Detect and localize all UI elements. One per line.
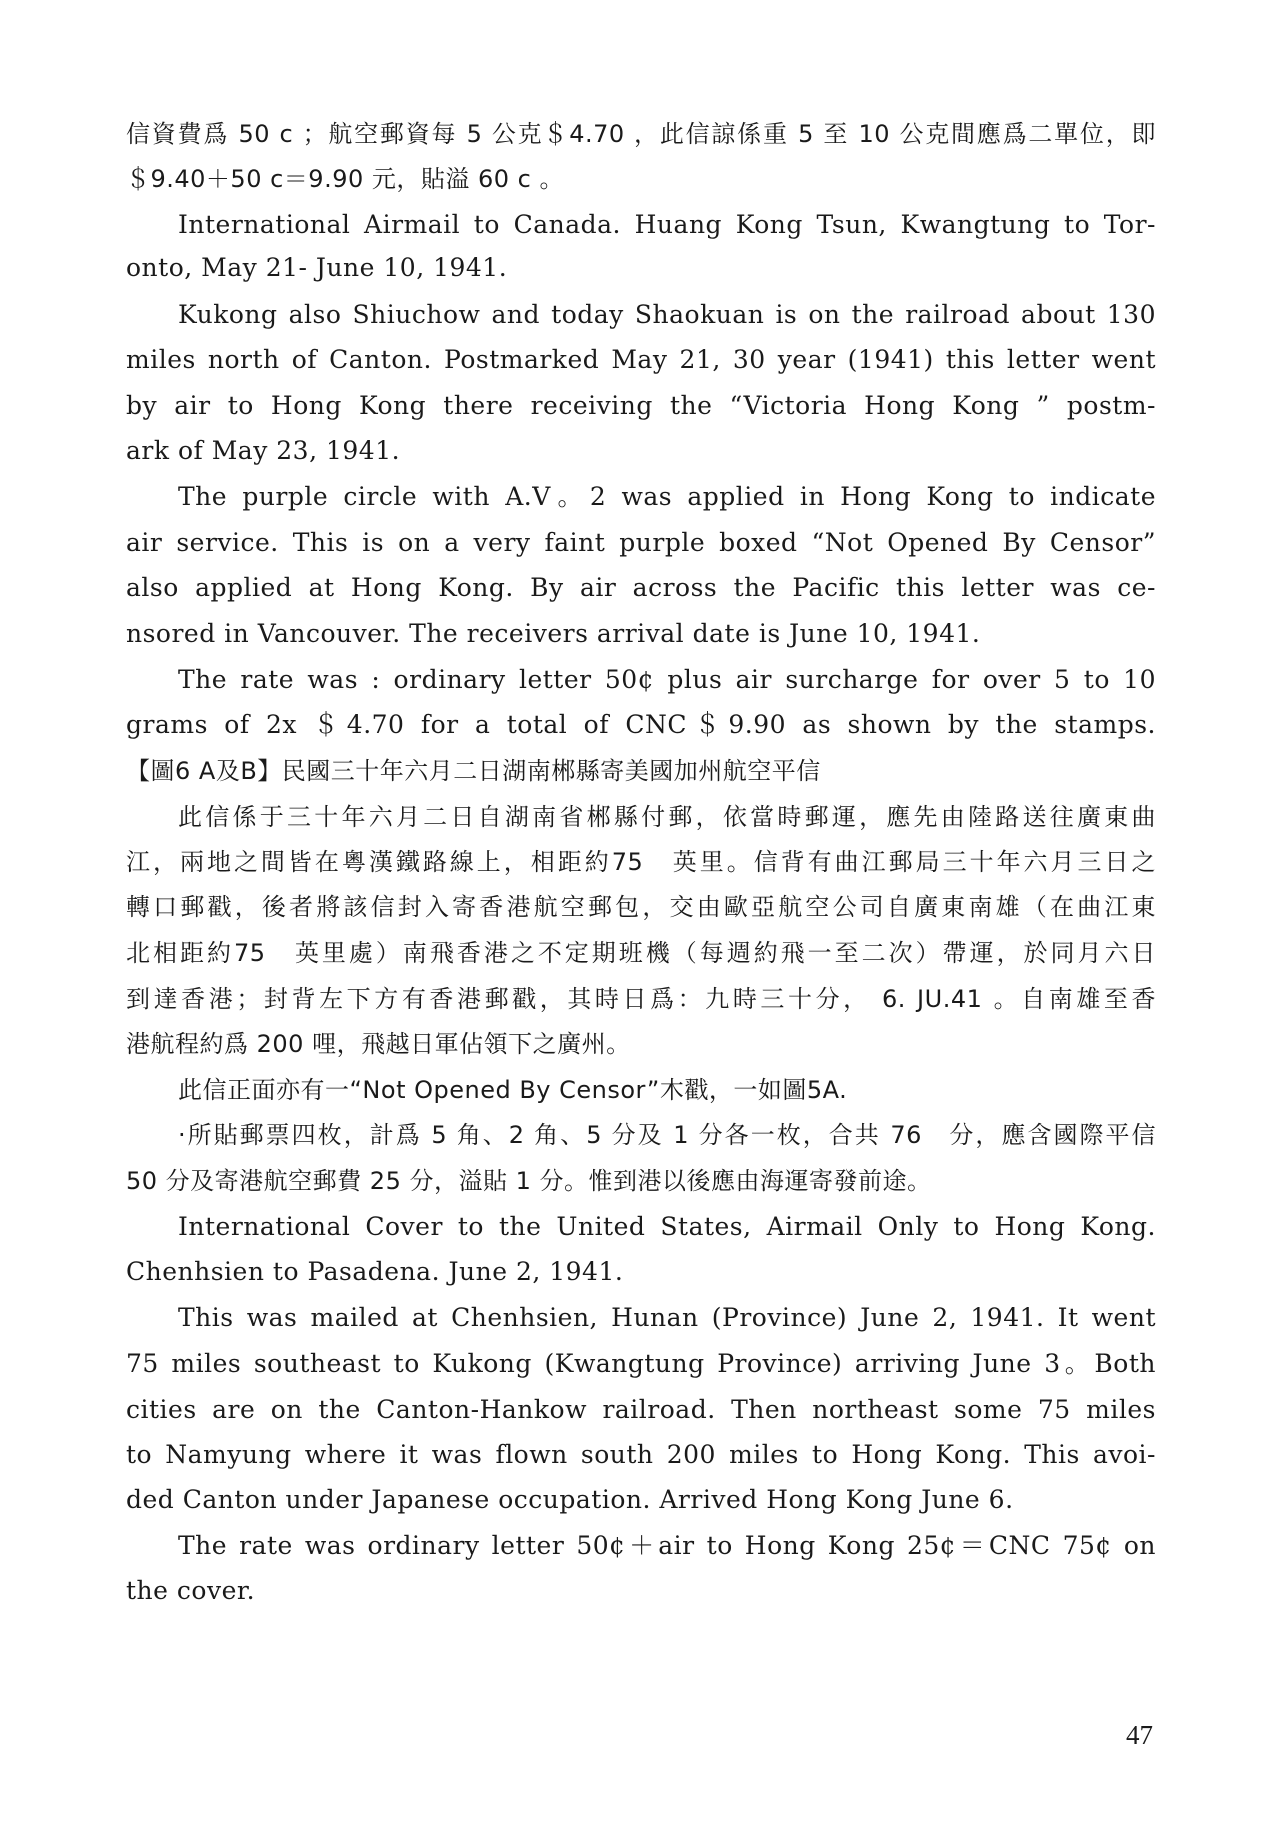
text-line: air service. This is on a very faint purple boxed “Not Opened By Censor” [126,528,1156,557]
text-line: International Cover to the United States, Airmail Only to Hong Kong. [178,1212,1156,1241]
text-line: International Airmail to Canada. Huang Kong Tsun, Kwangtung to Tor- [178,210,1156,239]
text-line: 50 分及寄港航空郵費 25 分，溢貼 1 分。惟到港以後應由海運寄發前途。 [126,1167,932,1195]
text-line: 到達香港；封背左下方有香港郵戳，其時日爲：九時三十分， 6. JU.41 。自南雄至香 [126,985,1156,1013]
text-line: The rate was : ordinary letter 50¢ plus air surcharge for over 5 to 10 [178,665,1156,694]
text-line: ded Canton under Japanese occupation. Arrived Hong Kong June 6. [126,1485,1014,1514]
text-line: 港航程約爲 200 哩，飛越日軍佔領下之廣州。 [126,1030,631,1058]
text-line: Chenhsien to Pasadena. June 2, 1941. [126,1257,624,1286]
text-line: This was mailed at Chenhsien, Hunan (Province) June 2, 1941. It went [178,1303,1156,1332]
text-line: miles north of Canton. Postmarked May 21, 30 year (1941) this letter went [126,345,1156,374]
text-line: the cover. [126,1576,256,1605]
text-line: also applied at Hong Kong. By air across the Pacific this letter was ce- [126,573,1156,602]
text-line: to Namyung where it was flown south 200 miles to Hong Kong. This avoi- [126,1440,1156,1469]
text-line: onto, May 21- June 10, 1941. [126,253,508,282]
text-line: 信資費爲 50 c ；航空郵資每 5 公克＄4.70 ，此信諒係重 5 至 10 公克間應爲二單位，即 [126,120,1156,148]
text-line: 此信係于三十年六月二日自湖南省郴縣付郵，依當時郵運，應先由陸路送往廣東曲 [178,803,1156,831]
text-line: 北相距約75 英里處）南飛香港之不定期班機（每週約飛一至二次）帶運，於同月六日 [126,939,1156,967]
text-line: ark of May 23, 1941. [126,436,401,465]
text-line: by air to Hong Kong there receiving the “Victoria Hong Kong ” postm- [126,391,1156,420]
text-line: The rate was ordinary letter 50¢＋air to Hong Kong 25¢＝CNC 75¢ on [178,1531,1156,1560]
text-line: ＄9.40＋50 c＝9.90 元，貼溢 60 c 。 [126,165,564,193]
text-line: Kukong also Shiuchow and today Shaokuan is on the railroad about 130 [178,300,1156,329]
text-line: 75 miles southeast to Kukong (Kwangtung Province) arriving June 3。Both [126,1349,1156,1378]
text-line: ·所貼郵票四枚，計爲 5 角、2 角、5 分及 1 分各一枚，合共 76 分，應含國際平信 [178,1121,1156,1149]
text-line: 【圖6 A及B】民國三十年六月二日湖南郴縣寄美國加州航空平信 [126,757,821,785]
page-number: 47 [1126,1720,1153,1750]
text-line: 江，兩地之間皆在粵漢鐵路線上，相距約75 英里。信背有曲江郵局三十年六月三日之 [126,848,1156,876]
text-line: 此信正面亦有一“Not Opened By Censor”木戳，一如圖5A. [178,1076,848,1104]
text-line: 轉口郵戳，後者將該信封入寄香港航空郵包，交由歐亞航空公司自廣東南雄（在曲江東 [126,893,1156,921]
text-line: nsored in Vancouver. The receivers arrival date is June 10, 1941. [126,619,981,648]
text-line: grams of 2x ＄4.70 for a total of CNC＄9.90 as shown by the stamps. [126,710,1156,739]
text-line: The purple circle with A.V。2 was applied in Hong Kong to indicate [178,482,1156,511]
text-line: cities are on the Canton-Hankow railroad. Then northeast some 75 miles [126,1395,1156,1424]
